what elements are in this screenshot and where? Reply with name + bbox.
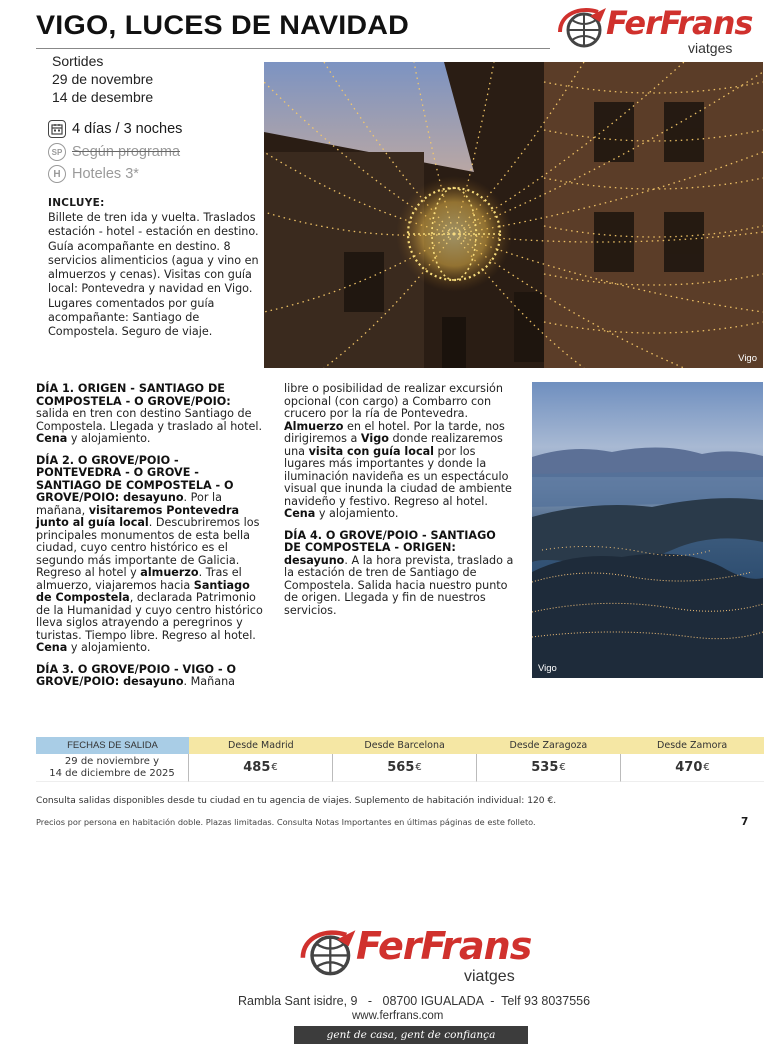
hotels-text: Hoteles 3*	[72, 166, 139, 182]
price-table-header	[36, 737, 764, 754]
day-3-bold-1: Almuerzo	[284, 419, 344, 433]
price-conditions-note: Precios por persona en habitación doble. Plazas limitadas. Consulta Notas Importantes en últimas páginas de este folleto.	[36, 817, 536, 827]
bay-illustration	[532, 382, 763, 678]
includes-text: Billete de tren ida y vuelta. Traslados estación - hotel - estación en destino. Guía acompañante en destino. 8 servicios alimenticios (agua y vino en almuerzos y cenas). Visitas con guía local: Pontevedra y navidad en Vigo. Lugares comentados por guía acompañante: Santiago de Compostela. Seguro de viaje.	[48, 211, 259, 339]
availability-note: Consulta salidas disponibles desde tu ciudad en tu agencia de viajes. Suplemento de habitación individual: 120 €.	[36, 796, 557, 806]
hotel-badge-icon: H	[48, 165, 66, 183]
itinerary-column-2	[284, 383, 516, 626]
logo-brand-text: FerFrans	[356, 924, 532, 968]
photo-caption-side: Vigo	[538, 663, 557, 674]
price-value: 485	[243, 760, 271, 775]
day-3-bold-3: visita con guía local	[308, 444, 434, 458]
currency-symbol: €	[559, 762, 566, 773]
currency-symbol: €	[415, 762, 422, 773]
day-3-paragraph-cont	[284, 383, 516, 521]
day-3-bold-4: Cena	[284, 507, 316, 520]
page-title: VIGO, LUCES DE NAVIDAD	[36, 10, 410, 40]
website-link[interactable]: www.ferfrans.com	[352, 1010, 444, 1022]
day-1-title: DÍA 1. ORIGEN - SANTIAGO DE COMPOSTELA - O GROVE/POIO:	[36, 382, 231, 408]
day-3-text-1-head: . Mañana	[183, 675, 236, 688]
departure-dates-cell	[36, 754, 189, 782]
day-2-paragraph	[36, 455, 264, 655]
price-column-header: Desde Barcelona	[333, 737, 477, 754]
duration-text: 4 días / 3 noches	[72, 121, 183, 137]
day-1-text-2: y alojamiento.	[67, 432, 151, 445]
vigo-bay-photo	[532, 382, 763, 678]
globe-logo-icon	[554, 2, 610, 52]
day-2-bold-1: visitaremos Pontevedra junto al guía local	[36, 503, 240, 529]
price-cell	[621, 754, 764, 782]
day-3-text-2: en el hotel. Por la tarde, nos dirigiremos a	[284, 419, 505, 445]
day-2-bold-3: Santiago de Compostela	[36, 578, 250, 604]
day-2-title: DÍA 2. O GROVE/POIO - PONTEVEDRA - O GROVE - SANTIAGO DE COMPOSTELA - O GROVE/POIO: desayuno	[36, 453, 234, 504]
logo-sub-text: viatges	[464, 968, 515, 985]
price-value: 565	[387, 760, 415, 775]
day-1-bold-1: Cena	[36, 432, 68, 445]
price-column-header: Desde Madrid	[189, 737, 333, 754]
hotels-row	[48, 165, 139, 183]
lights-illustration	[264, 62, 763, 368]
day-2-bold-4: Cena	[36, 641, 68, 654]
price-value: 470	[675, 760, 703, 775]
day-3-text-5: y alojamiento.	[315, 507, 399, 520]
day-2-text-3: . Tras el almuerzo, viajaremos hacia	[36, 566, 242, 592]
currency-symbol: €	[703, 762, 710, 773]
logo-sub-text: viatges	[688, 40, 733, 56]
christmas-lights-photo	[264, 62, 763, 368]
itinerary-column-1	[36, 383, 264, 698]
dates-line-1: 29 de noviembre y	[64, 756, 160, 767]
price-cell	[477, 754, 621, 782]
photo-caption-top: Vigo	[738, 353, 757, 364]
page-number: 7	[741, 816, 749, 828]
meals-row	[48, 143, 180, 161]
day-2-text-5: y alojamiento.	[67, 641, 151, 654]
day-2-bold-2: almuerzo	[140, 566, 199, 579]
day-3-bold-2: Vigo	[360, 432, 389, 445]
day-2-text-1: . Por la mañana,	[36, 491, 222, 517]
day-1-paragraph	[36, 383, 264, 446]
departure-dates-header: FECHAS DE SALIDA	[36, 737, 189, 754]
day-4-title: DÍA 4. O GROVE/POIO - SANTIAGO DE COMPOSTELA - ORIGEN: desayuno	[284, 528, 496, 567]
meals-text: Según programa	[72, 144, 181, 160]
price-column-header: Desde Zamora	[620, 737, 764, 754]
calendar-icon	[48, 120, 66, 138]
price-cell	[333, 754, 477, 782]
day-2-text-4: , declarada Patrimonio de la Humanidad y cuyo centro histórico lleva siglos atrayendo a peregrinos y turistas. Tiempo libre. Regreso al hotel.	[36, 591, 263, 642]
day-3-paragraph-start	[36, 664, 264, 689]
logo-brand-text: FerFrans	[606, 4, 753, 42]
dates-line-2: 14 de diciembre de 2025	[49, 767, 175, 779]
day-3-text-3: donde realizaremos una	[284, 432, 503, 458]
title-divider	[36, 48, 550, 49]
globe-logo-icon	[296, 922, 360, 982]
price-column-header: Desde Zaragoza	[477, 737, 621, 754]
departure-date-1: 29 de novembre	[52, 71, 154, 87]
departure-date-2: 14 de desembre	[52, 89, 154, 105]
day-2-text-2: . Descubriremos los principales monumentos de esta bella ciudad, cuyo centro histórico es el segundo más importante de Galicia. Regreso al hotel y	[36, 516, 260, 579]
duration-row	[48, 120, 182, 138]
day-4-text: . A la hora prevista, traslado a la estación de tren de Santiago de Compostela. Salida hacia nuestro punto de origen. Llegada y fin de nuestros servicios.	[284, 553, 514, 617]
price-table-row	[36, 754, 764, 782]
ferfrans-logo-top	[554, 2, 764, 60]
currency-symbol: €	[271, 762, 278, 773]
ferfrans-logo-footer	[296, 922, 536, 992]
price-cell	[189, 754, 333, 782]
meals-badge-icon: SP	[48, 143, 66, 161]
price-table	[36, 737, 764, 782]
price-value: 535	[531, 760, 559, 775]
day-3-text-1-tail: libre o posibilidad de realizar excursión opcional (con cargo) a Combarro con crucero por la ría de Pontevedra.	[284, 382, 503, 420]
agency-address: Rambla Sant isidre, 9 - 08700 IGUALADA - Telf 93 8037556	[238, 994, 591, 1008]
includes-heading: INCLUYE:	[48, 197, 105, 209]
day-3-text-4: por los lugares más importantes y donde la iluminación navideña es un espectáculo visual que inunda la ciudad de ambiente navideño y festivo. Regreso al hotel.	[284, 444, 512, 508]
day-4-paragraph	[284, 530, 516, 618]
slogan-banner: gent de casa, gent de confiança	[294, 1026, 528, 1044]
day-1-text: salida en tren con destino Santiago de Compostela. Llegada y traslado al hotel.	[36, 407, 263, 433]
departures-label: Sortides	[52, 53, 104, 69]
day-3-title: DÍA 3. O GROVE/POIO - VIGO - O GROVE/POIO: desayuno	[36, 662, 237, 688]
